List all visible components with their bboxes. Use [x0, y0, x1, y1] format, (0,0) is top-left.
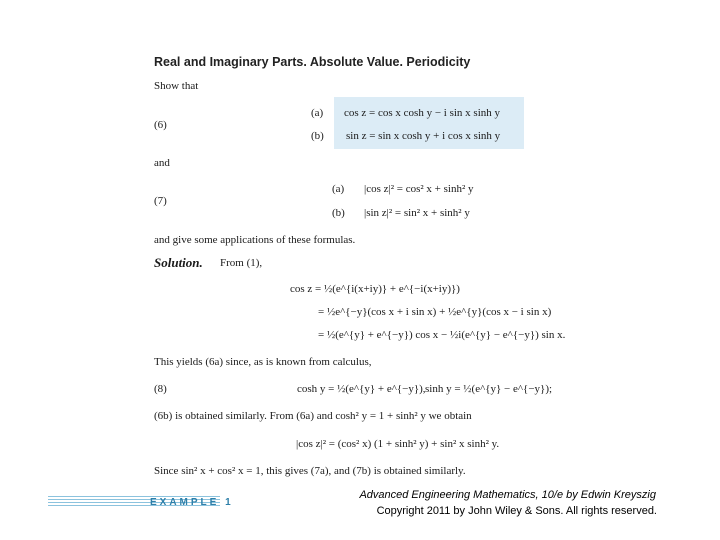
footer-line-1 [359, 489, 656, 501]
equation-6-number: (6) [154, 119, 167, 131]
derivation-line-1: cos z = ½(e^{i(x+iy)} + e^{−i(x+iy)}) [290, 283, 460, 295]
equation-6b-label: (b) [311, 130, 324, 142]
absolute-value-equation: |cos z|² = (cos² x) (1 + sinh² y) + sin² x sinh² y. [296, 438, 500, 450]
section-heading: Real and Imaginary Parts. Absolute Value. Periodicity [154, 55, 471, 69]
footer-line-2: Copyright 2011 by John Wiley & Sons. All rights reserved. [376, 505, 657, 517]
solution-text: From (1), [220, 257, 263, 269]
equation-7a-label: (a) [332, 183, 345, 195]
obtained-text: (6b) is obtained similarly. From (6a) and cosh² y = 1 + sinh² y we obtain [154, 410, 472, 422]
equation-8-cosh: cosh y = ½(e^{y} + e^{−y}), [297, 383, 426, 395]
since-text: Since sin² x + cos² x = 1, this gives (7a), and (7b) is obtained similarly. [154, 465, 466, 477]
equation-6a-label: (a) [311, 107, 324, 119]
applications-text: and give some applications of these formulas. [154, 234, 356, 246]
equation-7-number: (7) [154, 195, 167, 207]
derivation-line-2: = ½e^{−y}(cos x + i sin x) + ½e^{y}(cos x − i sin x) [318, 306, 552, 318]
and-text: and [154, 157, 170, 169]
equation-6a: cos z = cos x cosh y − i sin x sinh y [344, 107, 501, 119]
yields-text: This yields (6a) since, as is known from calculus, [154, 356, 372, 368]
show-that-text: Show that [154, 80, 199, 92]
equation-7b-label: (b) [332, 207, 345, 219]
equation-7a: |cos z|² = cos² x + sinh² y [364, 183, 474, 195]
equation-8-number: (8) [154, 383, 167, 395]
equation-8-sinh: sinh y = ½(e^{y} − e^{−y}); [425, 383, 553, 395]
footer-book-title: Advanced Engineering Mathematics, 10/e by Edwin Kreyszig [359, 489, 656, 501]
equation-6b: sin z = sin x cosh y + i cos x sinh y [346, 130, 501, 142]
derivation-line-3: = ½(e^{y} + e^{−y}) cos x − ½i(e^{y} − e^{−y}) sin x. [318, 329, 566, 341]
equation-7b: |sin z|² = sin² x + sinh² y [364, 207, 470, 219]
solution-label: Solution. [154, 255, 203, 270]
example-label: EXAMPLE 1 [150, 497, 234, 508]
